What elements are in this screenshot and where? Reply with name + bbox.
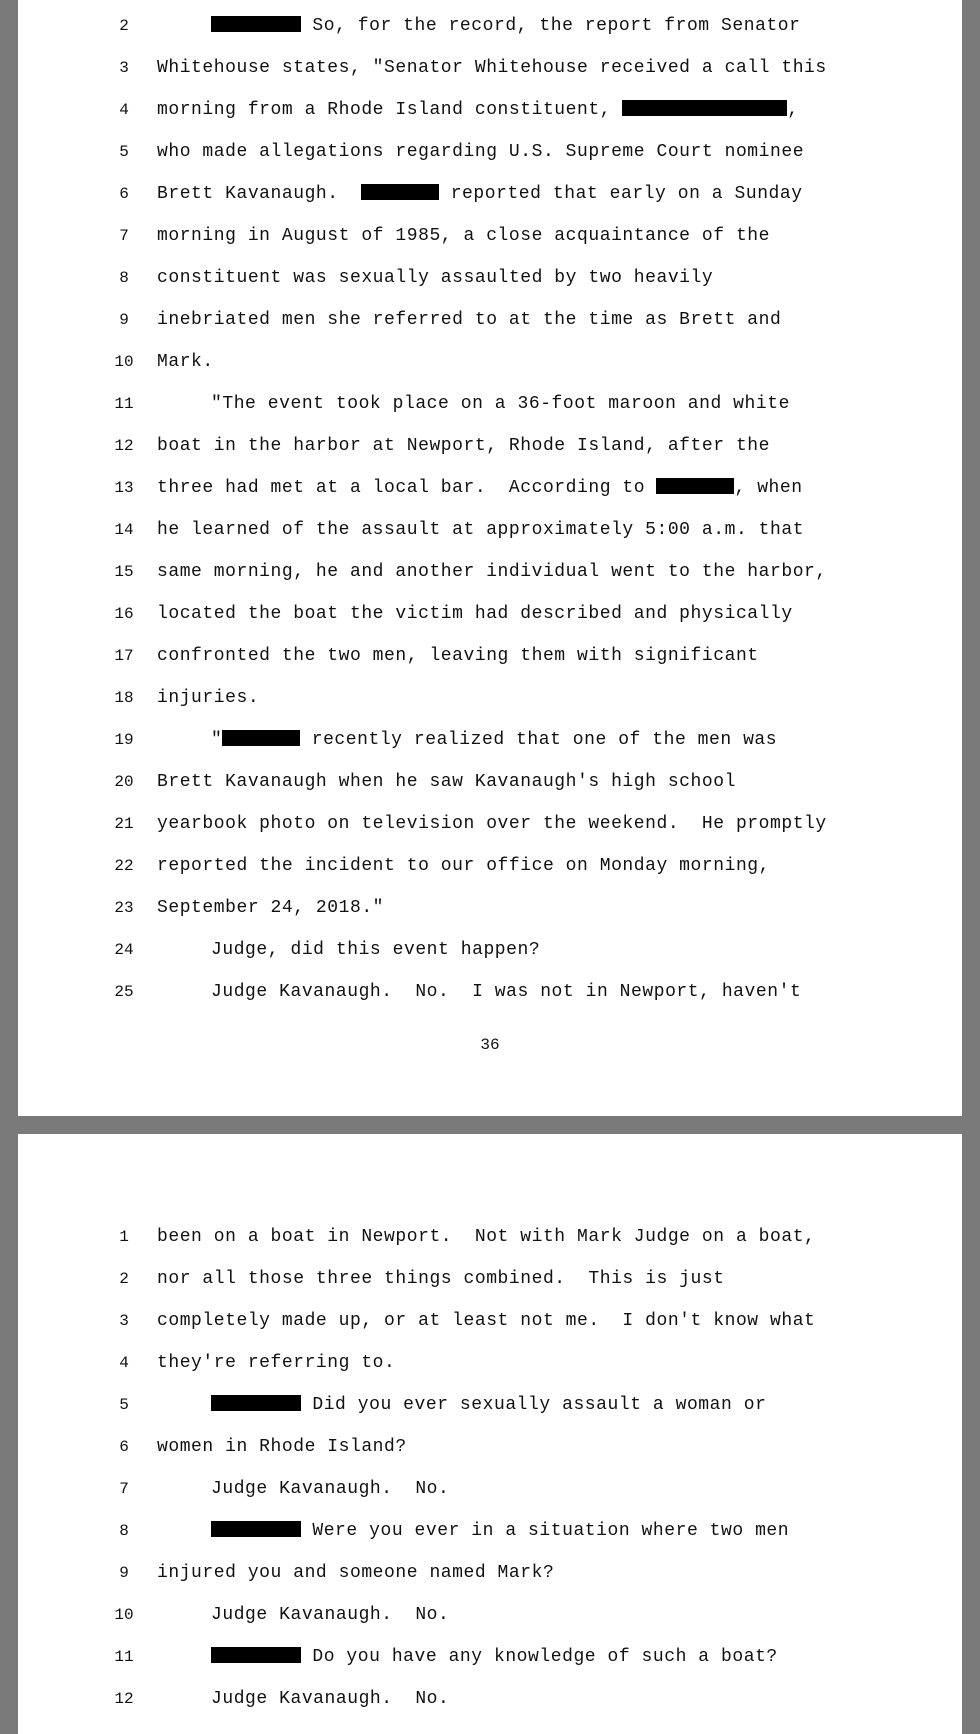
transcript-line xyxy=(18,11,962,41)
transcript-line xyxy=(18,1600,962,1630)
line-text-segment: "The event took place on a 36-foot maroon and white xyxy=(211,394,790,414)
line-text-segment: " xyxy=(211,730,223,750)
line-text-segment: they're referring to. xyxy=(157,1353,396,1373)
line-text-segment: injured you and someone named Mark? xyxy=(157,1563,555,1583)
line-text xyxy=(157,683,259,713)
line-number: 7 xyxy=(119,1480,129,1498)
line-text-segment: So, for the record, the report from Senator xyxy=(301,16,801,36)
line-text xyxy=(157,1306,815,1336)
line-text xyxy=(211,1600,449,1630)
line-text xyxy=(157,263,713,293)
transcript-line xyxy=(18,767,962,797)
line-text xyxy=(157,1264,725,1294)
transcript-line xyxy=(18,137,962,167)
line-text xyxy=(211,977,801,1007)
line-text-segment: Judge Kavanaugh. No. xyxy=(211,1605,450,1625)
line-text-segment: three had met at a local bar. According to xyxy=(157,478,657,498)
transcript-line xyxy=(18,1642,962,1672)
line-text-segment: reported that early on a Sunday xyxy=(439,184,803,204)
line-text xyxy=(157,1432,407,1462)
line-text-segment: injuries. xyxy=(157,688,260,708)
transcript-line xyxy=(18,725,962,755)
line-text-segment: boat in the harbor at Newport, Rhode Island, after the xyxy=(157,436,770,456)
line-number: 8 xyxy=(119,1522,129,1540)
line-number: 6 xyxy=(119,1438,129,1456)
line-number: 10 xyxy=(114,353,134,371)
line-text xyxy=(157,305,781,335)
line-text-segment: who made allegations regarding U.S. Supreme Court nominee xyxy=(157,142,805,162)
line-text-segment: he learned of the assault at approximately 5:00 a.m. that xyxy=(157,520,805,540)
line-text xyxy=(157,347,214,377)
line-text-segment: Mark. xyxy=(157,352,214,372)
line-text xyxy=(157,515,804,545)
transcript-line xyxy=(18,1390,962,1420)
line-number: 8 xyxy=(119,269,129,287)
line-text xyxy=(157,1222,815,1252)
transcript-line xyxy=(18,221,962,251)
transcript-line xyxy=(18,977,962,1007)
line-text-segment: women in Rhode Island? xyxy=(157,1437,407,1457)
line-number: 2 xyxy=(119,17,129,35)
line-text-segment: reported the incident to our office on Monday morning, xyxy=(157,856,770,876)
line-number: 5 xyxy=(119,1396,129,1414)
transcript-line xyxy=(18,473,962,503)
line-number: 16 xyxy=(114,605,134,623)
transcript-line xyxy=(18,1558,962,1588)
redaction-bar xyxy=(622,100,787,116)
redaction-bar xyxy=(211,1395,301,1411)
line-text xyxy=(157,641,759,671)
page-number: 36 xyxy=(480,1036,500,1054)
line-number: 18 xyxy=(114,689,134,707)
transcript-line xyxy=(18,1306,962,1336)
transcript-line xyxy=(18,809,962,839)
line-text xyxy=(211,11,800,41)
transcript-line xyxy=(18,1432,962,1462)
transcript-line xyxy=(18,515,962,545)
line-text-segment: Were you ever in a situation where two men xyxy=(301,1521,790,1541)
transcript-line xyxy=(18,851,962,881)
line-text-segment: , when xyxy=(734,478,803,498)
line-text-segment: morning from a Rhode Island constituent, xyxy=(157,100,623,120)
line-text xyxy=(157,809,827,839)
line-number: 20 xyxy=(114,773,134,791)
line-number: 12 xyxy=(114,437,134,455)
redaction-bar xyxy=(211,16,301,32)
transcript-line xyxy=(18,1348,962,1378)
line-number: 4 xyxy=(119,1354,129,1372)
transcript-line xyxy=(18,683,962,713)
line-text xyxy=(157,1558,554,1588)
transcript-line xyxy=(18,1684,962,1714)
transcript-line xyxy=(18,347,962,377)
line-text-segment: constituent was sexually assaulted by two heavily xyxy=(157,268,714,288)
line-number: 12 xyxy=(114,1690,134,1708)
line-text xyxy=(157,95,799,125)
line-text-segment: been on a boat in Newport. Not with Mark Judge on a boat, xyxy=(157,1227,816,1247)
line-text-segment: September 24, 2018." xyxy=(157,898,385,918)
line-number: 13 xyxy=(114,479,134,497)
line-number: 19 xyxy=(114,731,134,749)
transcript-line xyxy=(18,1474,962,1504)
line-number: 9 xyxy=(119,311,129,329)
transcript-line xyxy=(18,1516,962,1546)
redaction-bar xyxy=(656,478,734,494)
transcript-line xyxy=(18,641,962,671)
transcript-line xyxy=(18,179,962,209)
line-text-segment: located the boat the victim had described and physically xyxy=(157,604,793,624)
line-number: 15 xyxy=(114,563,134,581)
line-text-segment: Brett Kavanaugh. xyxy=(157,184,362,204)
line-text-segment: nor all those three things combined. This is just xyxy=(157,1269,725,1289)
line-text-segment: Judge Kavanaugh. No. xyxy=(211,1479,450,1499)
line-text xyxy=(211,935,540,965)
line-text-segment: Brett Kavanaugh when he saw Kavanaugh's high school xyxy=(157,772,736,792)
line-number: 21 xyxy=(114,815,134,833)
redaction-bar xyxy=(222,730,300,746)
line-text xyxy=(157,1348,395,1378)
redaction-bar xyxy=(211,1521,301,1537)
line-number: 22 xyxy=(114,857,134,875)
line-text-segment: Judge Kavanaugh. No. I was not in Newport, haven't xyxy=(211,982,802,1002)
transcript-line xyxy=(18,599,962,629)
transcript-line xyxy=(18,389,962,419)
line-text xyxy=(157,557,827,587)
transcript-line xyxy=(18,95,962,125)
line-text xyxy=(157,767,736,797)
line-text-segment: Judge Kavanaugh. No. xyxy=(211,1689,450,1709)
line-number: 1 xyxy=(119,1228,129,1246)
line-text-segment: confronted the two men, leaving them with significant xyxy=(157,646,759,666)
line-text xyxy=(157,137,804,167)
line-number: 23 xyxy=(114,899,134,917)
line-text xyxy=(211,389,790,419)
line-text xyxy=(211,1642,778,1672)
transcript-line xyxy=(18,431,962,461)
line-text xyxy=(157,473,803,503)
line-text xyxy=(211,1474,449,1504)
line-number: 25 xyxy=(114,983,134,1001)
line-text xyxy=(157,431,770,461)
line-text-segment: inebriated men she referred to at the time as Brett and xyxy=(157,310,782,330)
line-number: 14 xyxy=(114,521,134,539)
line-text-segment: same morning, he and another individual went to the harbor, xyxy=(157,562,827,582)
line-text xyxy=(157,53,827,83)
line-number: 3 xyxy=(119,59,129,77)
line-text-segment: Did you ever sexually assault a woman or xyxy=(301,1395,767,1415)
line-number: 3 xyxy=(119,1312,129,1330)
line-text xyxy=(211,725,777,755)
line-text xyxy=(157,851,770,881)
line-number: 17 xyxy=(114,647,134,665)
line-text xyxy=(211,1516,789,1546)
line-number: 6 xyxy=(119,185,129,203)
redaction-bar xyxy=(361,184,439,200)
line-number: 4 xyxy=(119,101,129,119)
line-text-segment: recently realized that one of the men was xyxy=(300,730,778,750)
transcript-line xyxy=(18,1264,962,1294)
line-text-segment: Do you have any knowledge of such a boat? xyxy=(301,1647,778,1667)
transcript-line xyxy=(18,1222,962,1252)
line-number: 24 xyxy=(114,941,134,959)
line-text-segment: , xyxy=(787,100,799,120)
line-number: 2 xyxy=(119,1270,129,1288)
transcript-line xyxy=(18,935,962,965)
line-text-segment: yearbook photo on television over the weekend. He promptly xyxy=(157,814,827,834)
line-text xyxy=(157,599,793,629)
transcript-line xyxy=(18,305,962,335)
line-text-segment: Whitehouse states, "Senator Whitehouse received a call this xyxy=(157,58,827,78)
line-number: 11 xyxy=(114,1648,134,1666)
line-number: 5 xyxy=(119,143,129,161)
line-text xyxy=(157,893,384,923)
line-text-segment: completely made up, or at least not me. I don't know what xyxy=(157,1311,816,1331)
transcript-line xyxy=(18,893,962,923)
line-number: 7 xyxy=(119,227,129,245)
line-text-segment: Judge, did this event happen? xyxy=(211,940,541,960)
line-text xyxy=(211,1684,449,1714)
line-number: 11 xyxy=(114,395,134,413)
transcript-page-37 xyxy=(18,1134,962,1734)
transcript-line xyxy=(18,263,962,293)
line-text xyxy=(157,221,770,251)
redaction-bar xyxy=(211,1647,301,1663)
line-text xyxy=(157,179,803,209)
line-number: 9 xyxy=(119,1564,129,1582)
transcript-line xyxy=(18,53,962,83)
line-number: 10 xyxy=(114,1606,134,1624)
transcript-line xyxy=(18,557,962,587)
line-text xyxy=(211,1390,766,1420)
line-text-segment: morning in August of 1985, a close acquaintance of the xyxy=(157,226,770,246)
transcript-page-36 xyxy=(18,0,962,1116)
